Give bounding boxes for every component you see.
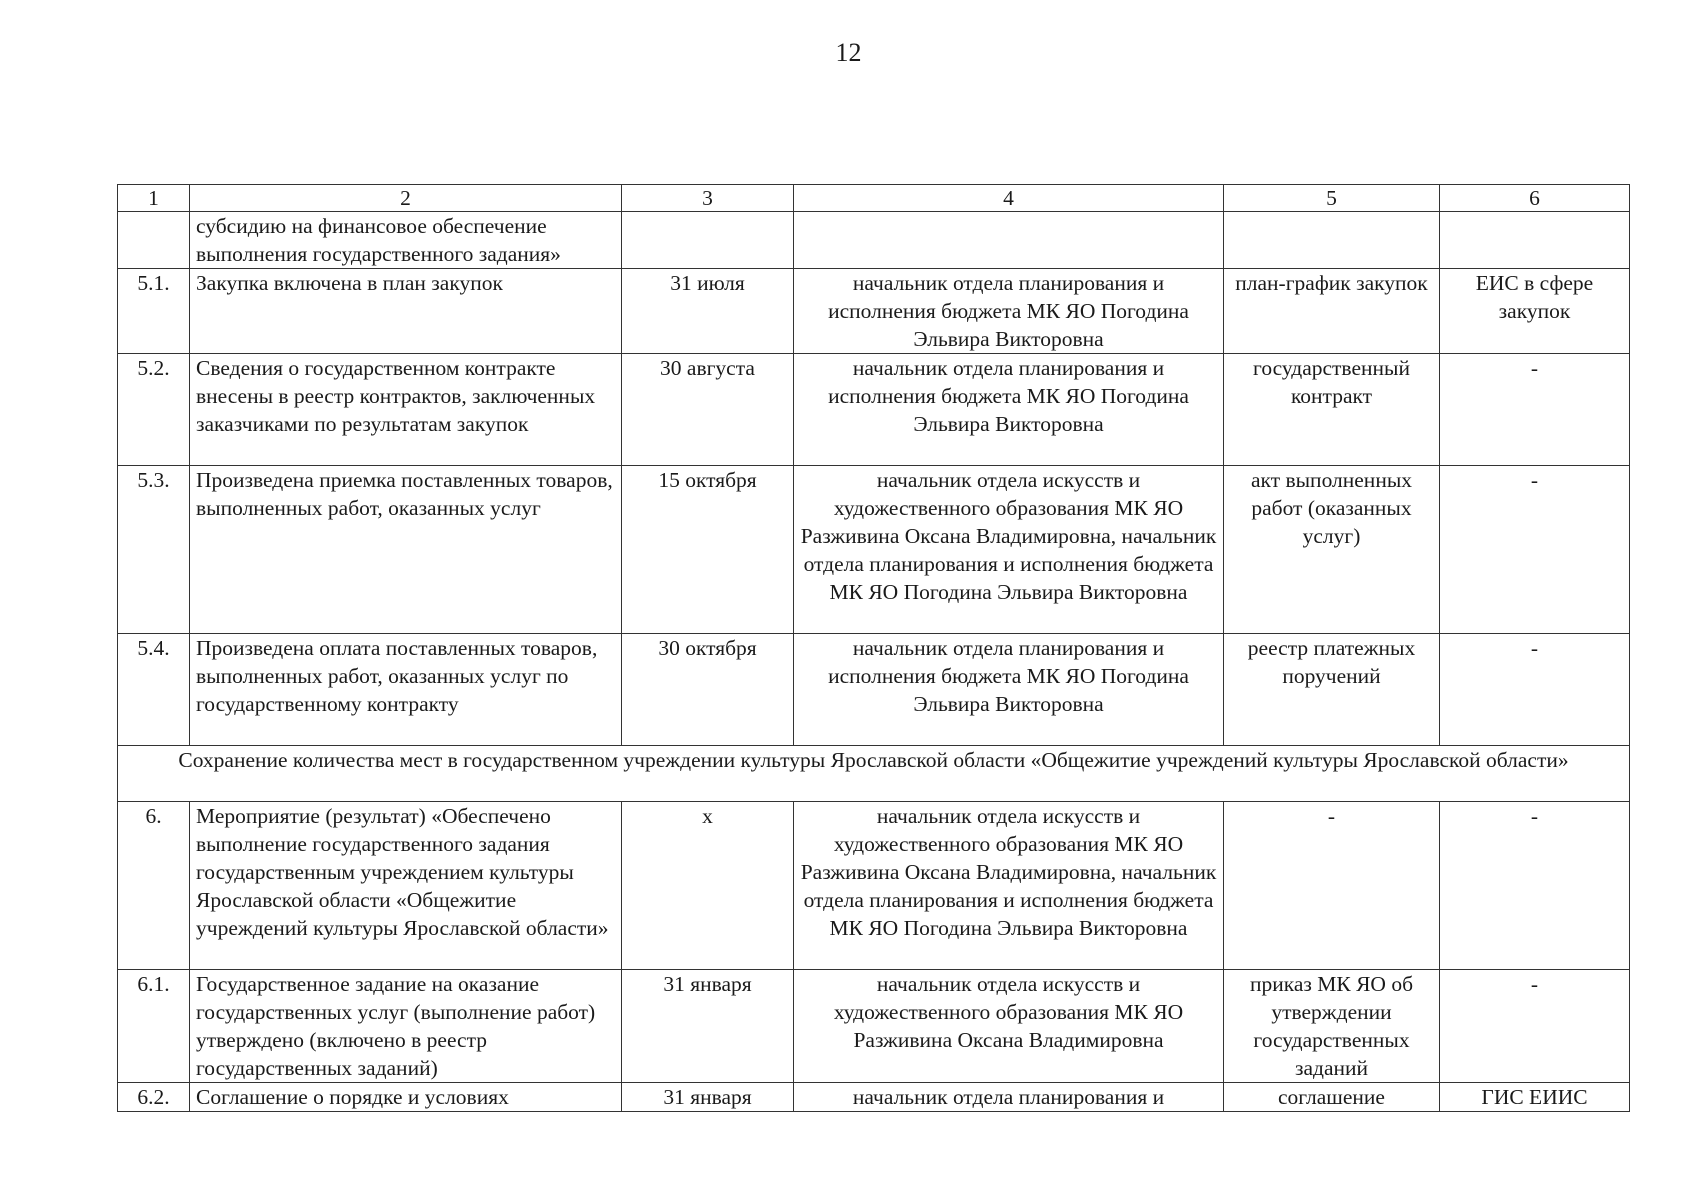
row-system [1440, 212, 1630, 269]
page-number: 12 [835, 38, 862, 67]
row-system: - [1440, 970, 1630, 1083]
row-name: Мероприятие (результат) «Обеспечено выполнение государственного задания государственным учреждением культуры Ярославской области «Общежитие учреждений культуры Ярославской области» [190, 802, 622, 970]
row-name: субсидию на финансовое обеспечение выполнения государственного задания» [190, 212, 622, 269]
table-row [118, 212, 1630, 269]
row-number: 6. [118, 802, 190, 970]
table-row [118, 1083, 1630, 1112]
row-date: 31 января [622, 1083, 794, 1112]
row-responsible: начальник отдела планирования и исполнения бюджета МК ЯО Погодина Эльвира Викторовна [794, 634, 1224, 746]
column-header: 5 [1224, 185, 1440, 212]
row-number: 5.2. [118, 354, 190, 466]
section-row [118, 746, 1630, 802]
row-document [1224, 212, 1440, 269]
row-date: 30 августа [622, 354, 794, 466]
column-header: 1 [118, 185, 190, 212]
row-date [622, 212, 794, 269]
row-date: 31 января [622, 970, 794, 1083]
row-number: 5.4. [118, 634, 190, 746]
table-row [118, 466, 1630, 634]
row-document: соглашение [1224, 1083, 1440, 1112]
row-document: акт выполненных работ (оказанных услуг) [1224, 466, 1440, 634]
row-number: 5.3. [118, 466, 190, 634]
table-row [118, 269, 1630, 354]
row-responsible: начальник отдела планирования и исполнения бюджета МК ЯО Погодина Эльвира Викторовна [794, 354, 1224, 466]
table-row [118, 970, 1630, 1083]
column-header: 3 [622, 185, 794, 212]
row-system: ЕИС в сфере закупок [1440, 269, 1630, 354]
row-date: 30 октября [622, 634, 794, 746]
row-document: приказ МК ЯО об утверждении государственных заданий [1224, 970, 1440, 1083]
row-system: - [1440, 466, 1630, 634]
row-responsible: начальник отдела искусств и художественного образования МК ЯО Разживина Оксана Владимировна [794, 970, 1224, 1083]
row-date: х [622, 802, 794, 970]
row-name: Произведена оплата поставленных товаров, выполненных работ, оказанных услуг по государственному контракту [190, 634, 622, 746]
row-responsible: начальник отдела планирования и [794, 1083, 1224, 1112]
row-document: план-график закупок [1224, 269, 1440, 354]
row-system: - [1440, 802, 1630, 970]
row-name: Произведена приемка поставленных товаров, выполненных работ, оказанных услуг [190, 466, 622, 634]
row-responsible: начальник отдела планирования и исполнения бюджета МК ЯО Погодина Эльвира Викторовна [794, 269, 1224, 354]
row-responsible [794, 212, 1224, 269]
row-number: 6.1. [118, 970, 190, 1083]
table-row [118, 802, 1630, 970]
row-system: - [1440, 354, 1630, 466]
table-row [118, 634, 1630, 746]
plan-table [117, 184, 1630, 1112]
row-document: - [1224, 802, 1440, 970]
section-title: Сохранение количества мест в государственном учреждении культуры Ярославской области «Общежитие учреждений культуры Ярославской области» [118, 746, 1630, 802]
row-name: Государственное задание на оказание государственных услуг (выполнение работ) утверждено (включено в реестр государственных заданий) [190, 970, 622, 1083]
row-number [118, 212, 190, 269]
row-date: 15 октября [622, 466, 794, 634]
row-number: 6.2. [118, 1083, 190, 1112]
row-responsible: начальник отдела искусств и художественного образования МК ЯО Разживина Оксана Владимировна, начальник отдела планирования и исполнения бюджета МК ЯО Погодина Эльвира Викторовна [794, 802, 1224, 970]
row-system: - [1440, 634, 1630, 746]
row-responsible: начальник отдела искусств и художественного образования МК ЯО Разживина Оксана Владимировна, начальник отдела планирования и исполнения бюджета МК ЯО Погодина Эльвира Викторовна [794, 466, 1224, 634]
row-name: Сведения о государственном контракте внесены в реестр контрактов, заключенных заказчиками по результатам закупок [190, 354, 622, 466]
row-name: Соглашение о порядке и условиях [190, 1083, 622, 1112]
row-system: ГИС ЕИИС [1440, 1083, 1630, 1112]
column-header: 6 [1440, 185, 1630, 212]
table-row [118, 354, 1630, 466]
row-number: 5.1. [118, 269, 190, 354]
column-header: 4 [794, 185, 1224, 212]
row-date: 31 июля [622, 269, 794, 354]
column-header: 2 [190, 185, 622, 212]
row-document: государственный контракт [1224, 354, 1440, 466]
table-header-row [118, 185, 1630, 212]
row-document: реестр платежных поручений [1224, 634, 1440, 746]
row-name: Закупка включена в план закупок [190, 269, 622, 354]
